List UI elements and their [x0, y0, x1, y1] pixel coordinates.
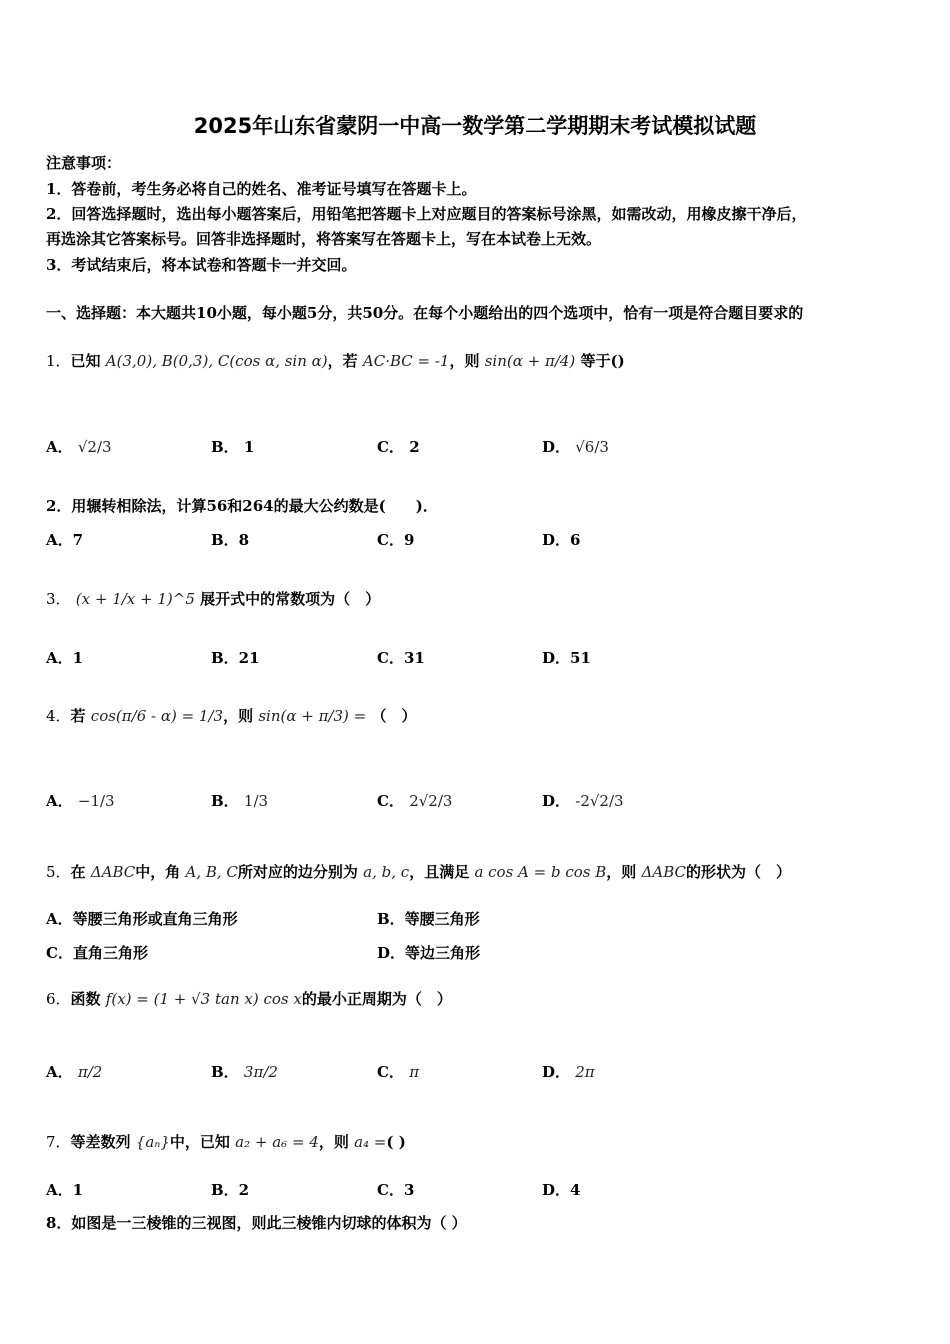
- question-5: [46, 861, 791, 882]
- option-label: C．: [377, 792, 404, 810]
- option-value: 2: [409, 438, 420, 456]
- option-d: [542, 436, 609, 457]
- question-text: 中，角: [135, 863, 181, 881]
- option-b: [211, 1061, 278, 1082]
- option-value: 2π: [575, 1063, 595, 1081]
- question-6: [46, 988, 452, 1009]
- question-text: ，则: [223, 707, 254, 725]
- question-8: 8．如图是一三棱锥的三视图，则此三棱锥内切球的体积为（ ）: [46, 1214, 467, 1232]
- option-b: B．2: [211, 1181, 250, 1199]
- math-condition: cos(π/6 - α) = 1/3: [90, 707, 224, 725]
- math-dot-product: AC·BC = -1: [362, 352, 450, 370]
- page-title: 2025年山东省蒙阴一中高一数学第二学期期末考试模拟试题: [193, 114, 757, 138]
- question-text: 的形状为（ ）: [685, 863, 791, 881]
- math-term: a₄ =: [354, 1133, 387, 1151]
- math-function: f(x) = (1 + √3 tan x) cos x: [105, 990, 302, 1008]
- question-7: [46, 1131, 406, 1152]
- math-sides: a, b, c: [363, 863, 410, 881]
- question-number: 6．: [46, 990, 71, 1008]
- question-number: 3．: [46, 590, 71, 608]
- question-3: [46, 588, 380, 609]
- option-d: D．51: [542, 649, 591, 667]
- note-item: 3．考试结束后，将本试卷和答题卡一并交回。: [46, 256, 357, 274]
- option-a: A．7: [46, 531, 84, 549]
- question-text: 展开式中的常数项为（ ）: [200, 590, 381, 608]
- option-b: B．8: [211, 531, 250, 549]
- option-a: [46, 436, 112, 457]
- question-text: ，且满足: [409, 863, 470, 881]
- question-text: ( ): [386, 1133, 406, 1151]
- option-value: 2√2/3: [409, 792, 453, 810]
- option-value: √6/3: [575, 438, 609, 456]
- question-1: [46, 350, 625, 371]
- question-text: 等于(): [580, 352, 625, 370]
- question-4: [46, 705, 416, 726]
- option-label: D．: [542, 792, 571, 810]
- math-points: A(3,0), B(0,3), C(cos α, sin α): [105, 352, 328, 370]
- question-text: 的最小正周期为（ ）: [301, 990, 452, 1008]
- option-c: [377, 436, 420, 457]
- question-text: ，则: [449, 352, 480, 370]
- option-c: C．直角三角形: [46, 944, 148, 962]
- question-2: 2．用辗转相除法，计算56和264的最大公约数是( )．: [46, 497, 438, 515]
- math-expression: sin(α + π/3) =: [258, 707, 367, 725]
- math-sequence: {aₙ}: [135, 1133, 170, 1151]
- question-text: 所对应的边分别为: [237, 863, 358, 881]
- question-text: 中，已知: [169, 1133, 230, 1151]
- option-d: D．6: [542, 531, 581, 549]
- math-triangle: ΔABC: [641, 863, 686, 881]
- option-label: B．: [211, 792, 239, 810]
- question-text: 等差数列: [70, 1133, 131, 1151]
- question-text: ，若: [327, 352, 358, 370]
- option-a: [46, 1061, 102, 1082]
- option-value: 3π/2: [243, 1063, 278, 1081]
- option-label: A．: [46, 438, 73, 456]
- question-text: （ ）: [371, 707, 417, 725]
- option-label: D．: [542, 1063, 571, 1081]
- option-c: C．31: [377, 649, 425, 667]
- notes-heading: 注意事项：: [46, 154, 122, 172]
- option-value: 1: [243, 438, 255, 456]
- question-text: ，则: [318, 1133, 349, 1151]
- question-number: 7．: [46, 1133, 71, 1151]
- option-b: B．21: [211, 649, 260, 667]
- option-a: [46, 790, 115, 811]
- option-d: D．4: [542, 1181, 581, 1199]
- option-value: 1/3: [243, 792, 269, 810]
- option-c: [377, 1061, 419, 1082]
- option-d: D．等边三角形: [377, 944, 481, 962]
- question-number: 5．: [46, 863, 71, 881]
- option-label: C．: [377, 438, 404, 456]
- question-text: 在: [70, 863, 86, 881]
- option-b: [211, 790, 268, 811]
- option-a: A．1: [46, 649, 84, 667]
- question-text: 函数: [70, 990, 101, 1008]
- math-condition: a₂ + a₆ = 4: [235, 1133, 319, 1151]
- option-value: √2/3: [77, 438, 112, 456]
- option-value: π/2: [77, 1063, 103, 1081]
- option-c: [377, 790, 452, 811]
- option-label: A．: [46, 792, 73, 810]
- option-c: C．3: [377, 1181, 415, 1199]
- option-value: −1/3: [77, 792, 115, 810]
- option-c: C．9: [377, 531, 415, 549]
- math-expression: sin(α + π/4): [484, 352, 576, 370]
- math-triangle: ΔABC: [90, 863, 136, 881]
- option-label: B．: [211, 1063, 239, 1081]
- question-text: 若: [70, 707, 86, 725]
- question-text: 已知: [70, 352, 101, 370]
- note-item: 1．答卷前，考生务必将自己的姓名、准考证号填写在答题卡上。: [46, 180, 477, 198]
- option-a: A．等腰三角形或直角三角形: [46, 910, 238, 928]
- option-label: D．: [542, 438, 571, 456]
- option-b: [211, 436, 254, 457]
- note-item: 2．回答选择题时，选出每小题答案后，用铅笔把答题卡上对应题目的答案标号涂黑，如需改动，用橡皮擦干净后，: [46, 205, 807, 223]
- note-item: 再选涂其它答案标号。回答非选择题时，将答案写在答题卡上，写在本试卷上无效。: [46, 230, 602, 248]
- math-expression: (x + 1/x + 1)^5: [75, 590, 195, 608]
- question-number: 1．: [46, 352, 71, 370]
- option-label: B．: [211, 438, 239, 456]
- option-value: π: [409, 1063, 420, 1081]
- question-number: 4．: [46, 707, 71, 725]
- option-a: A．1: [46, 1181, 84, 1199]
- option-label: A．: [46, 1063, 73, 1081]
- math-condition: a cos A = b cos B: [474, 863, 607, 881]
- option-d: [542, 790, 624, 811]
- question-text: ，则: [606, 863, 637, 881]
- section-heading: 一、选择题：本大题共10小题，每小题5分，共50分。在每个小题给出的四个选项中，恰有一项是符合题目要求的: [46, 304, 804, 322]
- option-b: B．等腰三角形: [377, 910, 480, 928]
- option-label: C．: [377, 1063, 404, 1081]
- option-value: -2√2/3: [575, 792, 624, 810]
- option-d: [542, 1061, 595, 1082]
- math-angles: A, B, C: [185, 863, 238, 881]
